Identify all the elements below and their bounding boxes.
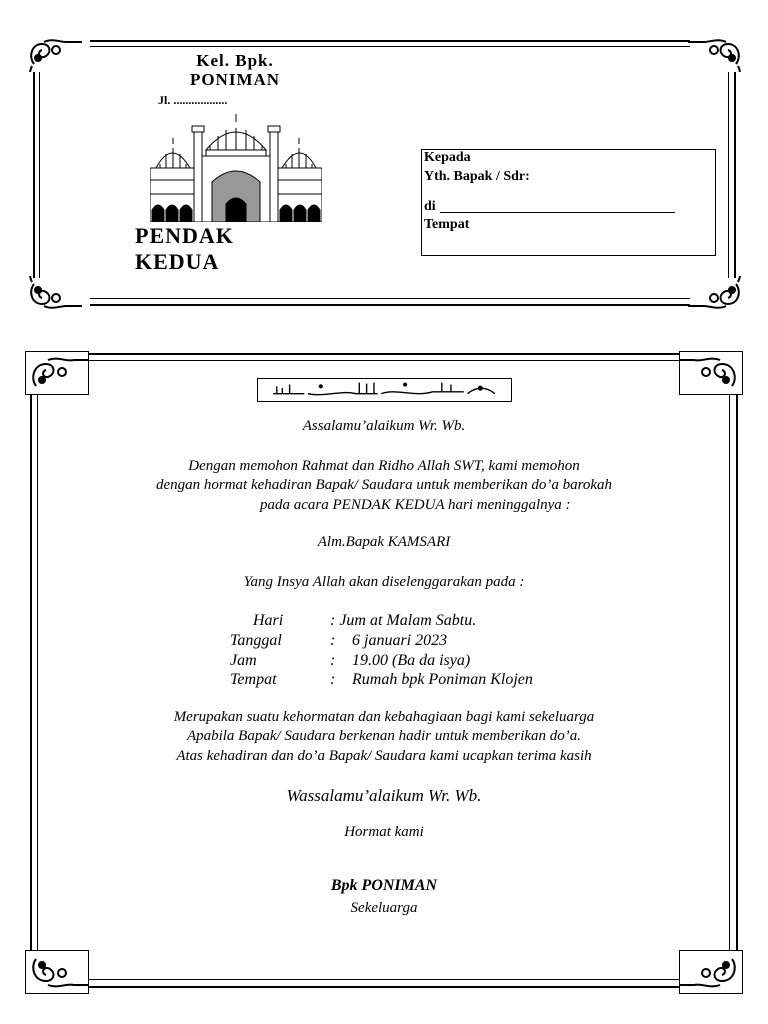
invitation-border-bottom bbox=[88, 986, 680, 988]
detail-colon: : bbox=[330, 671, 336, 688]
ornament-corner-icon bbox=[679, 950, 743, 994]
envelope-border-left bbox=[33, 72, 35, 278]
intro-line-3: pada acara PENDAK KEDUA hari meninggalnya : bbox=[260, 497, 571, 513]
di-label: di bbox=[424, 199, 436, 214]
event-title-line2: KEDUA bbox=[135, 249, 220, 274]
ornament-corner-icon bbox=[25, 351, 89, 395]
invitation-border-bottom-inner bbox=[88, 979, 680, 980]
sender-family bbox=[170, 51, 300, 89]
sender-street: Jl. .................. bbox=[158, 93, 228, 107]
family-name: PONIMAN bbox=[189, 70, 281, 89]
detail-value: : Jum at Malam Sabtu. bbox=[330, 612, 477, 629]
greeting: Assalamu’alaikum Wr. Wb. bbox=[302, 418, 466, 434]
detail-colon: : bbox=[330, 632, 336, 649]
schedule-intro: Yang Insya Allah akan diselenggarakan pada : bbox=[243, 574, 525, 590]
detail-label: Tanggal bbox=[230, 632, 282, 649]
ornament-corner-icon bbox=[688, 276, 744, 312]
closing-line-2: Apabila Bapak/ Saudara berkenan hadir untuk memberikan do’a. bbox=[186, 728, 582, 744]
detail-label: Hari bbox=[253, 612, 284, 629]
to-label: Kepada bbox=[424, 150, 471, 165]
place-label: Tempat bbox=[424, 217, 470, 232]
invitation-border-top bbox=[88, 353, 680, 355]
invitation-border-right bbox=[736, 392, 738, 950]
envelope-border-right-inner bbox=[728, 72, 729, 278]
ornament-corner-icon bbox=[679, 351, 743, 395]
invitation-border-right-inner bbox=[729, 392, 730, 950]
farewell: Wassalamu’alaikum Wr. Wb. bbox=[286, 786, 482, 805]
detail-value: Rumah bpk Poniman Klojen bbox=[352, 671, 533, 688]
detail-colon: : bbox=[330, 652, 336, 669]
detail-value: 6 januari 2023 bbox=[352, 632, 448, 649]
envelope-border-left-inner bbox=[39, 72, 40, 278]
closing-line-1: Merupakan suatu kehormatan dan kebahagiaan bagi kami sekeluarga bbox=[173, 709, 595, 725]
intro-line-1: Dengan memohon Rahmat dan Ridho Allah SWT, kami memohon bbox=[188, 458, 580, 474]
invitation-border-left-inner bbox=[37, 392, 38, 950]
envelope-border-top bbox=[90, 40, 690, 42]
closing-line-3: Atas kehadiran dan do’a Bapak/ Saudara kami ucapkan terima kasih bbox=[176, 748, 592, 764]
invitation-border-left bbox=[30, 392, 32, 950]
basmala-calligraphy-icon bbox=[257, 378, 512, 402]
ornament-corner-icon bbox=[25, 950, 89, 994]
invitation-border-top-inner bbox=[88, 360, 680, 361]
envelope-border-top-inner bbox=[90, 46, 690, 47]
detail-label: Jam bbox=[230, 652, 257, 669]
recipient-address-box bbox=[421, 149, 716, 256]
address-line bbox=[440, 212, 675, 213]
envelope-border-bottom-inner bbox=[90, 298, 690, 299]
intro-line-2: dengan hormat kehadiran Bapak/ Saudara untuk memberikan do’a barokah bbox=[155, 477, 613, 493]
ornament-corner-icon bbox=[26, 276, 82, 312]
deceased-name: Alm.Bapak KAMSARI bbox=[317, 534, 451, 550]
ornament-corner-icon bbox=[688, 36, 744, 72]
event-title-line1: PENDAK bbox=[135, 223, 234, 248]
family-prefix: Kel. Bpk. bbox=[196, 51, 274, 70]
ornament-corner-icon bbox=[26, 36, 82, 72]
salutation-label: Yth. Bapak / Sdr: bbox=[424, 169, 530, 184]
signer-name: Bpk PONIMAN bbox=[330, 877, 438, 894]
mosque-icon bbox=[150, 110, 322, 222]
envelope-border-right bbox=[734, 72, 736, 278]
detail-value: 19.00 (Ba da isya) bbox=[352, 652, 471, 669]
envelope-border-bottom bbox=[90, 304, 690, 306]
regards: Hormat kami bbox=[344, 824, 424, 840]
signer-suffix: Sekeluarga bbox=[350, 900, 418, 916]
detail-label: Tempat bbox=[230, 671, 277, 688]
event-title bbox=[135, 223, 234, 275]
